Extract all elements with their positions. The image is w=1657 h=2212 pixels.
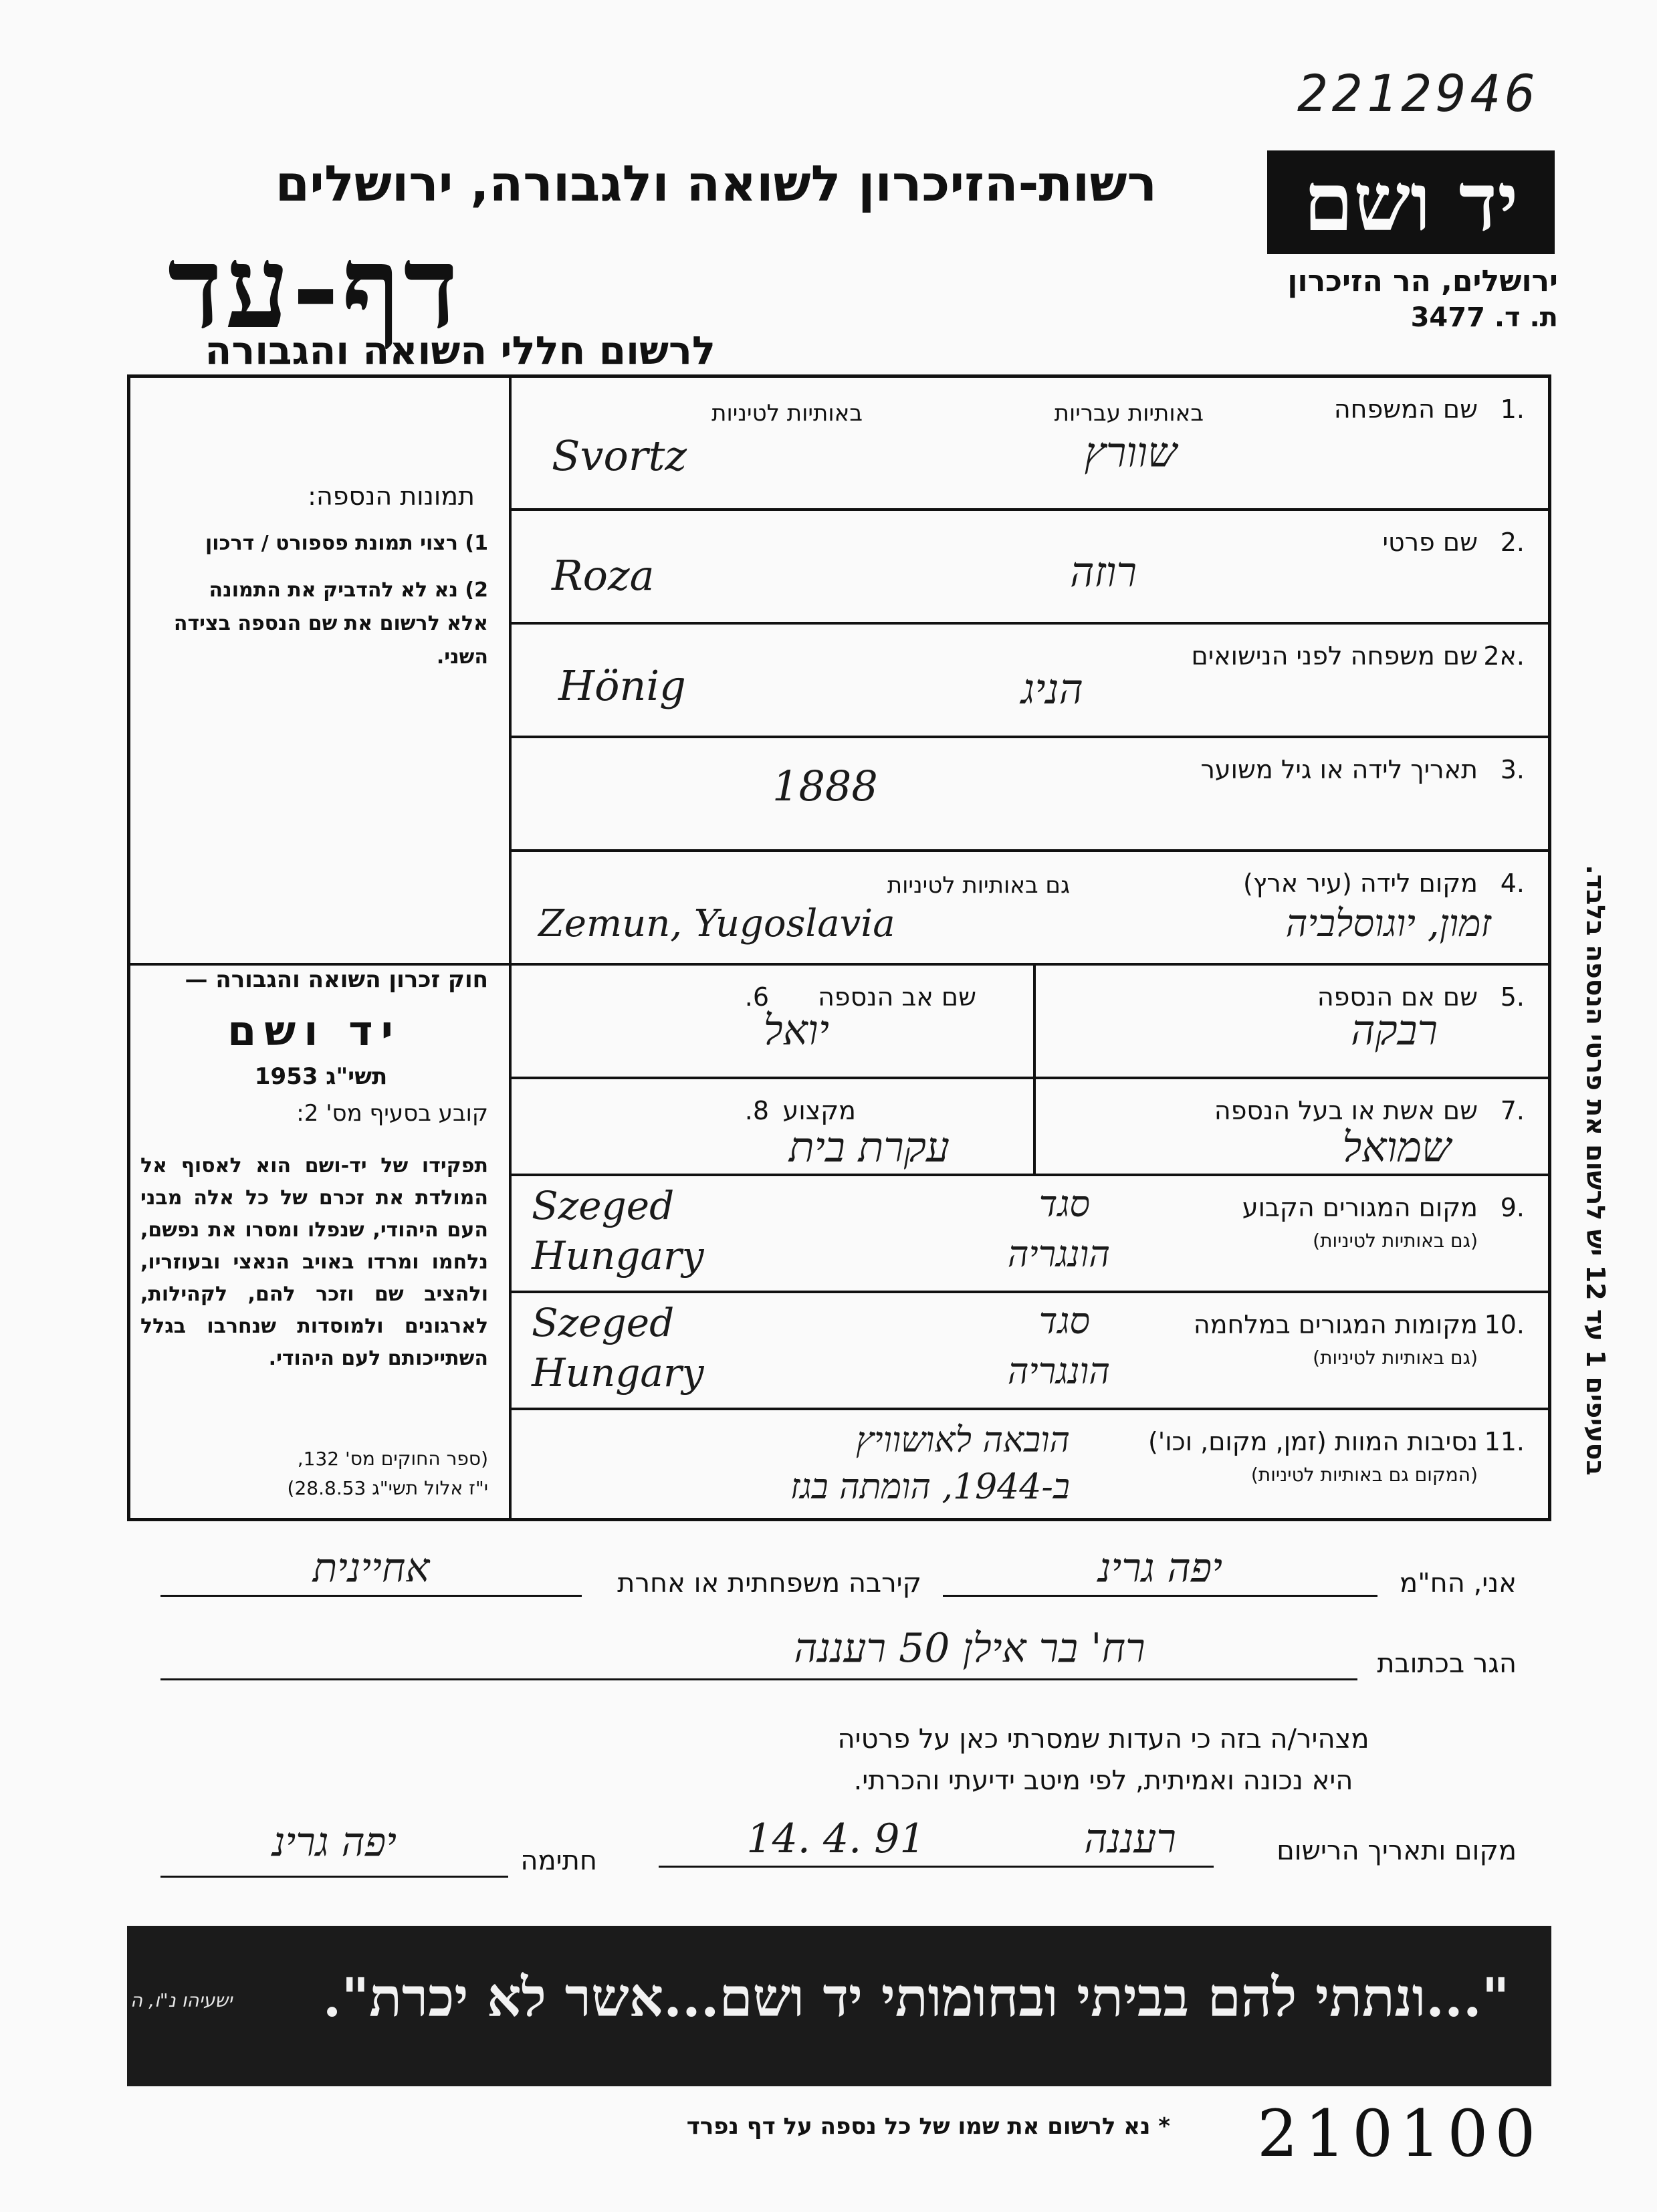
footnote: * נא לרשום את שמו של כל נספה על דף נפרד [686,2113,1170,2140]
field-number: 6. [744,982,769,1012]
field-label: מקום לידה (עיר ארץ) [1243,869,1478,898]
maiden-name-hebrew-value: הניג [1020,665,1083,713]
field-label: שם משפחה לפני הנישואים [1191,641,1478,671]
latin-letters-label: באותיות לטיניות [711,400,863,427]
mother-name-value: רבקה [1351,1006,1438,1055]
family-name-hebrew-value: שוורץ [1084,428,1177,477]
field-number: 10. [1484,1310,1525,1339]
field-label: מקום המגורים הקבוע [1242,1193,1478,1222]
birth-place-latin-value: Zemun, Yugoslavia [538,902,895,946]
place-date-underline [659,1866,1214,1868]
declarant-underline [943,1595,1377,1597]
address-underline [160,1678,1357,1680]
field-label: שם פרטי [1382,528,1478,557]
registration-place-value: רעננה [1084,1815,1176,1862]
side-margin-note [1568,759,1623,1581]
latin-letters-label: גם באותיות לטיניות [887,872,1070,899]
field-label: תאריך לידה או גיל משוער [1200,755,1478,784]
statement-line-2: היא נכונה ואמיתית, לפי מיטב ידיעתי והכרתי. [853,1765,1353,1796]
field-birth-date [512,736,1551,849]
field-number: 9. [1500,1193,1525,1222]
residence-latin-value-2: Hungary [532,1233,704,1279]
banner-quote-source: ישעיהו נ"ו, ה [130,1989,233,2011]
relation-label: קירבה משפחתית או אחרת [617,1568,921,1599]
banner-quote: "...ונתתי להם בביתי ובחומותי יד ושם...אשר לא יכרת". [322,1966,1510,2029]
address-value: רח' בר אילן 50 רעננה [794,1625,1145,1672]
form-title: דף-עד [167,221,461,354]
field-number: 7. [1500,1096,1525,1125]
photo-instruction-4: השני. [436,645,488,669]
document-number: 2212946 [1297,64,1540,123]
field-permanent-residence [512,1174,1551,1291]
birth-place-hebrew-value: זמון, יוגוסלביה [1285,902,1491,946]
registration-date-value: 14. 4. 91 [746,1815,925,1862]
form-subtitle: לרשום חללי השואה והגבורה [205,328,715,373]
field-number: 1. [1500,395,1525,424]
wartime-latin-value-2: Hungary [532,1350,704,1396]
field-number: 8. [744,1096,769,1125]
authority-title: רשות-הזיכרון לשואה ולגבורה, ירושלים [275,155,1157,213]
field-family-name [512,374,1551,508]
signature-underline [160,1876,508,1878]
field-birth-place [512,849,1551,963]
po-box-line: ת. ד. 3477 [1410,302,1558,333]
field-death-circumstances [512,1408,1551,1521]
residence-hebrew-value-2: הונגריה [1007,1233,1110,1275]
law-name: יד ושם [227,1006,401,1055]
wartime-latin-value-1: Szeged [532,1300,675,1345]
relation-underline [160,1595,582,1597]
death-circumstances-value-1: הובאה לאושוויץ [855,1420,1070,1460]
wartime-hebrew-value-2: הונגריה [1007,1350,1110,1392]
wartime-hebrew-value-1: סגד [1038,1300,1090,1342]
field-note: (המקום גם באותיות לטיניות) [1250,1464,1478,1486]
mother-name-label: שם אם הנספה [1317,982,1478,1012]
death-circumstances-value-2: ב-1944, הומתה בגז [790,1467,1070,1507]
field-number: 2. [1500,528,1525,557]
family-name-latin-value: Svortz [552,431,687,480]
field-number: 4. [1500,869,1525,898]
signature-label: חתימה [520,1846,597,1876]
field-note: (גם באותיות לטיניות) [1313,1230,1478,1252]
first-name-hebrew-value: רוזה [1070,548,1137,596]
law-reference [140,1444,488,1503]
law-reference-2: י"ז אלול תשי"ג 28.8.53) [287,1477,488,1499]
photo-instruction-1: 1) רצוי תמונת פספורט / דרכון [205,532,488,555]
field-parents [512,963,1551,1077]
barcode-number: 210100 [1257,2096,1543,2171]
field-number: 3. [1500,755,1525,784]
law-clause: קובע בסעיף מס' 2: [296,1100,488,1127]
law-heading: חוק זכרון השואה והגבורה — [185,966,488,993]
field-label: מקומות המגורים במלחמה [1193,1310,1478,1339]
residence-latin-value-1: Szeged [532,1183,675,1228]
statement-line-1: מצהיר/ה בזה כי העדות שמסרתי כאן על פרטיה [837,1724,1369,1755]
field-label: נסיבות המוות (זמן, מקום, וכו') [1147,1427,1478,1456]
field-maiden-name [512,622,1551,736]
first-name-latin-value: Roza [552,551,655,600]
residence-hebrew-value-1: סגד [1038,1183,1090,1225]
hebrew-letters-label: באותיות עבריות [1054,400,1204,427]
law-body: תפקידו של יד-ושם הוא לאסוף אל המולדת את זכרם של כל אלה מבני העם היהודי, שנפלו ומסרו את נפשם, נלחמו ומרדו באויב הנאצי ובעוזריו, ולהציב שם וזכר להם, לקהילות, לארגונים ולמוסדות שנחרבו בגלל השתייכותם לעם היהודי. [140,1154,488,1370]
location-line: ירושלים, הר הזיכרון [1287,264,1558,298]
field-first-name [512,508,1551,622]
field-spouse-profession [512,1077,1551,1174]
signature-value: יפה גרינ [272,1819,397,1866]
field-number: 5. [1500,982,1525,1012]
law-reference-1: (ספר החוקים מס' 132, [297,1448,488,1470]
declarant-label: אני, הח"מ [1400,1568,1517,1599]
profession-label: מקצוע [782,1096,856,1125]
declarant-value: יפה גרינ [1098,1545,1222,1591]
relation-value: אחיינית [312,1545,430,1591]
yad-vashem-logo: יד ושם [1267,150,1555,254]
field-wartime-residence [512,1291,1551,1408]
field-note: (גם באותיות לטיניות) [1313,1347,1478,1369]
photo-section-title: תמונות הנספה: [308,481,475,511]
address-label: הגר בכתובת [1377,1648,1517,1679]
spouse-name-value: שמואל [1342,1123,1451,1172]
side-margin-note-text: בסעיפים 1 עד 12 יש לרשום את פרטי הנספה בלבד. [1581,865,1610,1476]
field-number: 11. [1484,1427,1525,1456]
profession-value: עקרת בית [788,1123,950,1172]
column-divider [1033,963,1036,1174]
field-number: 2א. [1483,641,1525,671]
declaration-statement [602,1719,1605,1801]
law-divider [127,963,512,966]
field-label: שם המשפחה [1333,395,1478,424]
photo-instruction-2: 2) נא לא להדביק את התמונה [209,578,488,602]
father-name-value: יואל [763,1006,829,1055]
maiden-name-latin-value: Hönig [558,661,686,710]
birth-date-value: 1888 [772,762,878,810]
law-year: תשי"ג 1953 [254,1063,388,1090]
spouse-name-label: שם אשת או בעל הנספה [1214,1096,1478,1125]
place-date-label: מקום ותאריך הרישום [1277,1836,1517,1866]
father-name-label: שם אב הנספה [818,982,976,1012]
photo-instruction-3: אלא לרשום את שם הנספה בצידה [173,612,488,635]
